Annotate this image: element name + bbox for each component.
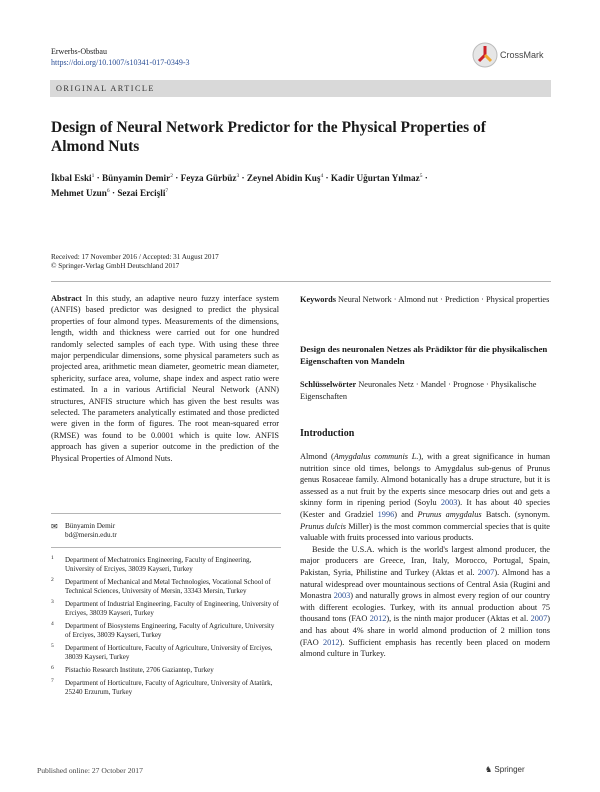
citation-link[interactable]: 2003 bbox=[440, 498, 458, 508]
affiliation-number: 1 bbox=[51, 555, 54, 561]
citation-link[interactable]: 2007 bbox=[530, 614, 548, 624]
affiliation-item bbox=[51, 600, 281, 618]
citation-link[interactable]: 2003 bbox=[333, 591, 351, 601]
springer-horse-icon: ♞ bbox=[485, 765, 493, 774]
doi-link[interactable]: https://doi.org/10.1007/s10341-017-0349-3 bbox=[51, 58, 190, 67]
german-title: Design des neuronalen Netzes als Prädiktor für die physikalischen Eigenschaften von Mandeln bbox=[300, 344, 548, 366]
introduction-heading: Introduction bbox=[300, 428, 355, 439]
envelope-icon: ✉ bbox=[51, 522, 58, 531]
corresponding-author: Bünyamin Demir bbox=[65, 522, 116, 530]
affiliation-text: Department of Mechatronics Engineering, Faculty of Engineering, University of Erciyes, 38039 Kayseri, Turkey bbox=[65, 556, 252, 573]
affiliation-text: Department of Horticulture, Faculty of Agriculture, University of Atatürk, 25240 Erzurum, Turkey bbox=[65, 679, 273, 696]
keywords-label: Keywords bbox=[300, 295, 336, 304]
author-name[interactable]: İkbal Eski bbox=[51, 173, 92, 184]
german-keywords-block bbox=[300, 379, 550, 402]
author-affil-sup: 4 bbox=[320, 173, 324, 179]
affiliation-number: 6 bbox=[51, 665, 54, 671]
divider bbox=[51, 513, 281, 514]
affiliation-number: 7 bbox=[51, 678, 54, 684]
author-affil-sup: 7 bbox=[165, 188, 169, 195]
citation-link[interactable]: 1996 bbox=[377, 509, 395, 519]
affiliation-text: Department of Mechanical and Metal Technologies, Vocational School of Technical Sciences, University of Mersin, 33343 Mersin, Turkey bbox=[65, 578, 271, 595]
abstract-text: In this study, an adaptive neuro fuzzy interface system (ANFIS) based predictor was designed to predict the physical properties of four almond types. Measurements of the dimensions, length, width and thickness were carried out for one hundred randomly selected samples of each type. With using these three major perpendicular dimensions, some physical parameters such as projected area, arithmetic mean diameter, geometric mean diameter, sphericity, surface area, volume, shape index and aspect ratio were estimated. In a in various Artificial Neural Network (ANN) structures, ANFIS structure which has given the best results was selected. The parameters analytically estimated and those predicted were given in the form of figures. The root mean-squared error (RMSE) was found to be 0.0001 which is quite low. ANFIS approach has given a superior outcome in the prediction of the Physical Properties of Almond Nuts. bbox=[51, 294, 279, 463]
copyright-line: © Springer-Verlag GmbH Deutschland 2017 bbox=[51, 262, 180, 270]
published-date: Published online: 27 October 2017 bbox=[37, 766, 143, 775]
author-affil-sup: 3 bbox=[236, 173, 240, 179]
affiliations-list bbox=[51, 556, 281, 701]
corresponding-email[interactable]: bd@mersin.edu.tr bbox=[65, 531, 117, 539]
divider bbox=[51, 281, 551, 282]
author-name[interactable]: Feyza Gürbüz bbox=[180, 173, 237, 184]
author-name[interactable]: Bünyamin Demir bbox=[102, 173, 171, 184]
affiliation-number: 5 bbox=[51, 643, 54, 649]
affiliation-item bbox=[51, 556, 281, 574]
citation-link[interactable]: 2012 bbox=[322, 637, 340, 647]
intro-text: ) and has about 4% share in world almond production of 2 million tons (FAO bbox=[300, 614, 550, 647]
intro-text: Almond ( bbox=[300, 452, 334, 461]
author-affil-sup: 2 bbox=[170, 173, 173, 179]
article-type-label: ORIGINAL ARTICLE bbox=[56, 84, 155, 93]
keywords-block bbox=[300, 294, 550, 306]
affiliation-item bbox=[51, 644, 281, 662]
affiliation-number: 2 bbox=[51, 577, 54, 583]
intro-text: ) and naturally grows in almost every region of our country with different ecologies. Turkey, with its annual production about 75 thousand tons (FAO bbox=[300, 591, 550, 624]
intro-text: ). It has about 40 species (Kester and Gradziel bbox=[300, 498, 550, 519]
publisher-name: Springer bbox=[494, 765, 525, 774]
intro-text: Miller) is the most common commercial species that is quite valuable with fruits processed into various products. bbox=[300, 521, 550, 543]
intro-text: Beside the U.S.A. which is the world's largest almond producer, the major producers are Greece, Iran, Italy, Morocco, Portugal, Spain, Pakistan, Syria, Philistine and Turkey (Aktas et al. bbox=[300, 544, 550, 577]
german-keywords-label: Schlüsselwörter bbox=[300, 380, 357, 389]
introduction-body bbox=[300, 451, 550, 660]
divider bbox=[51, 547, 281, 548]
author-affil-sup: 5 bbox=[419, 173, 423, 179]
publisher-logo bbox=[485, 765, 525, 774]
citation-link[interactable]: 2012 bbox=[369, 614, 387, 624]
author-name[interactable]: Mehmet Uzun bbox=[51, 188, 107, 199]
affiliation-text: Department of Horticulture, Faculty of Agriculture, University of Erciyes, 38039 Kayseri, Turkey bbox=[65, 644, 273, 661]
intro-text: ). Sufficient emphasis has recently been placed on modern almond culture in Turkey. bbox=[300, 637, 550, 659]
received-info bbox=[51, 253, 219, 271]
received-dates: Received: 17 November 2016 / Accepted: 31 August 2017 bbox=[51, 253, 219, 261]
citation-link[interactable]: 2007 bbox=[477, 567, 495, 577]
affiliation-number: 3 bbox=[51, 599, 54, 605]
author-name[interactable]: Zeynel Abidin Kuş bbox=[246, 173, 321, 184]
affiliation-item bbox=[51, 666, 281, 675]
affiliation-item bbox=[51, 622, 281, 640]
author-affil-sup: 6 bbox=[106, 188, 110, 195]
author-list: İkbal Eski$^1$ · Bünyamin Demir$^2$ · Feyza Gürbüz$^3$ · Zeynel Abidin Kuş$^4$ · Kadir Uğurtan Yılmaz$^5$ · Mehmet Uzun$^6$ · Sezai Ercişli$^7$ bbox=[51, 173, 428, 199]
keywords-text: Neural Network · Almond nut · Prediction · Physical properties bbox=[338, 295, 550, 304]
german-keywords-text: Neuronales Netz · Mandel · Prognose · Physikalische Eigenschaften bbox=[300, 380, 537, 401]
affiliation-item bbox=[51, 578, 281, 596]
affiliation-item bbox=[51, 679, 281, 697]
intro-text: ), with a great significance in human nutrition since old times, belongs to Amygdalus sub-genus of Prunus genus Rosaceae family. Almond botanically has a drupe structure, but it is assessed as a nut fruit by the experts since mesocarp dries out and gets a skinny form in ripening period (Soylu bbox=[300, 452, 550, 508]
affiliation-number: 4 bbox=[51, 621, 54, 627]
author-name[interactable]: Sezai Ercişli bbox=[117, 188, 166, 199]
crossmark-label: CrossMark bbox=[500, 50, 544, 60]
intro-text: ). Almond has a natural widespread over mountainous sections of Central Asia (Rugini and Monastra bbox=[300, 567, 550, 601]
abstract-label: Abstract bbox=[51, 294, 82, 303]
species-name: Prunus dulcis bbox=[300, 521, 346, 531]
paper-title: Design of Neural Network Predictor for the Physical Properties of Almond Nuts bbox=[51, 119, 486, 155]
intro-text: Batsch. (synonym. bbox=[481, 509, 550, 519]
intro-paragraph bbox=[300, 451, 550, 544]
intro-text: ) and bbox=[394, 509, 418, 519]
species-name: Prunus amygdalus bbox=[417, 509, 482, 519]
author-affil-sup: 1 bbox=[91, 173, 95, 179]
journal-name: Erwerbs-Obstbau bbox=[51, 47, 107, 56]
species-name: Amygdalus communis L. bbox=[333, 452, 419, 461]
intro-text: ), is the ninth major producer (Aktas et al. bbox=[386, 614, 531, 624]
affiliation-text: Department of Industrial Engineering, Faculty of Engineering, University of Erciyes, 38039 Kayseri, Turkey bbox=[65, 600, 279, 617]
abstract-block bbox=[51, 293, 279, 464]
crossmark-icon bbox=[472, 42, 498, 68]
affiliation-text: Pistachio Research Institute, 2706 Gaziantep, Turkey bbox=[65, 666, 214, 674]
crossmark-badge[interactable] bbox=[472, 42, 572, 70]
intro-paragraph bbox=[300, 544, 550, 660]
author-name[interactable]: Kadir Uğurtan Yılmaz bbox=[330, 173, 420, 184]
affiliation-text: Department of Biosystems Engineering, Faculty of Agriculture, University of Erciyes, 38039 Kayseri, Turkey bbox=[65, 622, 275, 639]
